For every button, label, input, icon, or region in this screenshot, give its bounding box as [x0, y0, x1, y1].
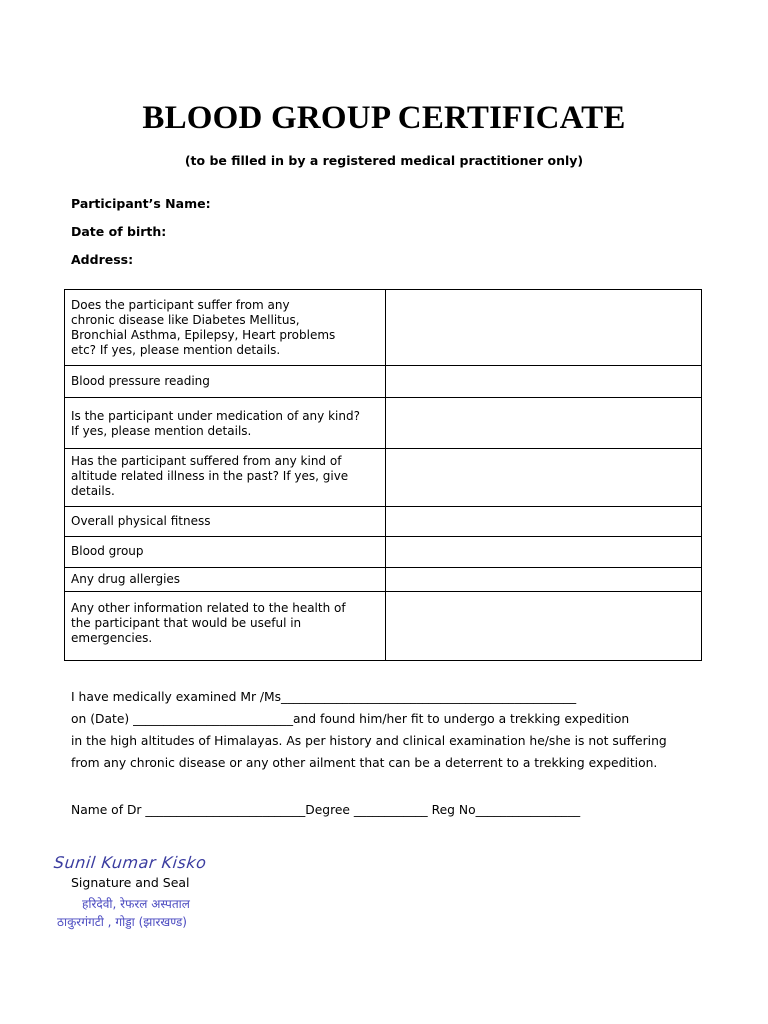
question-cell — [65, 507, 386, 537]
question-cell — [65, 592, 386, 661]
question-text: etc? If yes, please mention details. — [71, 343, 281, 357]
question-text: chronic disease like Diabetes Mellitus, — [71, 313, 300, 327]
question-text: Overall physical fitness — [71, 514, 211, 528]
question-text: Any drug allergies — [71, 572, 181, 586]
signature-and-seal-label: Signature and Seal — [71, 875, 190, 890]
question-text: Is the participant under medication of any kind? — [71, 409, 360, 423]
seal-stamp-line-2: ठाकुरगंगटी , गोड्डा (झारखण्ड) — [57, 915, 187, 929]
question-text: Any other information related to the health of — [71, 601, 346, 615]
question-text: Bronchial Asthma, Epilepsy, Heart problems — [71, 328, 336, 342]
answer-cell[interactable] — [386, 366, 702, 398]
question-cell — [65, 537, 386, 568]
answer-cell[interactable] — [386, 592, 702, 661]
table-row — [65, 568, 702, 592]
declaration-paragraph — [71, 686, 711, 774]
table-row — [65, 366, 702, 398]
question-text: emergencies. — [71, 631, 153, 645]
answer-cell[interactable] — [386, 449, 702, 507]
question-text: Blood group — [71, 544, 144, 558]
question-cell — [65, 449, 386, 507]
question-text: If yes, please mention details. — [71, 424, 252, 438]
certificate-subtitle: (to be filled in by a registered medical practitioner only) — [184, 153, 584, 168]
answer-cell[interactable] — [386, 568, 702, 592]
question-cell — [65, 366, 386, 398]
declaration-line: in the high altitudes of Himalayas. As per history and clinical examination he/she is not suffering — [71, 734, 667, 748]
table-row — [65, 507, 702, 537]
question-text: altitude related illness in the past? If yes, give — [71, 469, 349, 483]
health-questionnaire-table — [64, 289, 702, 661]
answer-cell[interactable] — [386, 398, 702, 449]
question-text: details. — [71, 484, 115, 498]
question-text: Does the participant suffer from any — [71, 298, 290, 312]
question-cell — [65, 290, 386, 366]
doctor-details-line: Name of Dr __________________________Degree ____________ Reg No_________________ — [71, 803, 581, 817]
address-label: Address: — [71, 252, 134, 267]
certificate-title: BLOOD GROUP CERTIFICATE — [142, 100, 626, 136]
seal-stamp-line-1: हरिदेवी, रेफरल अस्पताल — [82, 897, 190, 911]
table-row — [65, 537, 702, 568]
table-row — [65, 449, 702, 507]
declaration-line: on (Date) __________________________and found him/her fit to undergo a trekking expedition — [71, 712, 630, 726]
answer-cell[interactable] — [386, 537, 702, 568]
date-of-birth-label: Date of birth: — [71, 224, 167, 239]
participant-name-label: Participant’s Name: — [71, 196, 211, 211]
table-row — [65, 290, 702, 366]
declaration-line: I have medically examined Mr /Ms________________________________________________ — [71, 690, 577, 704]
answer-cell[interactable] — [386, 290, 702, 366]
handwritten-signature: Sunil Kumar Kisko — [53, 853, 208, 872]
question-text: Has the participant suffered from any kind of — [71, 454, 342, 468]
question-text: Blood pressure reading — [71, 374, 210, 388]
declaration-line: from any chronic disease or any other ailment that can be a deterrent to a trekking expedition. — [71, 756, 658, 770]
question-cell — [65, 568, 386, 592]
answer-cell[interactable] — [386, 507, 702, 537]
table-row — [65, 398, 702, 449]
question-text: the participant that would be useful in — [71, 616, 302, 630]
table-row — [65, 592, 702, 661]
question-cell — [65, 398, 386, 449]
